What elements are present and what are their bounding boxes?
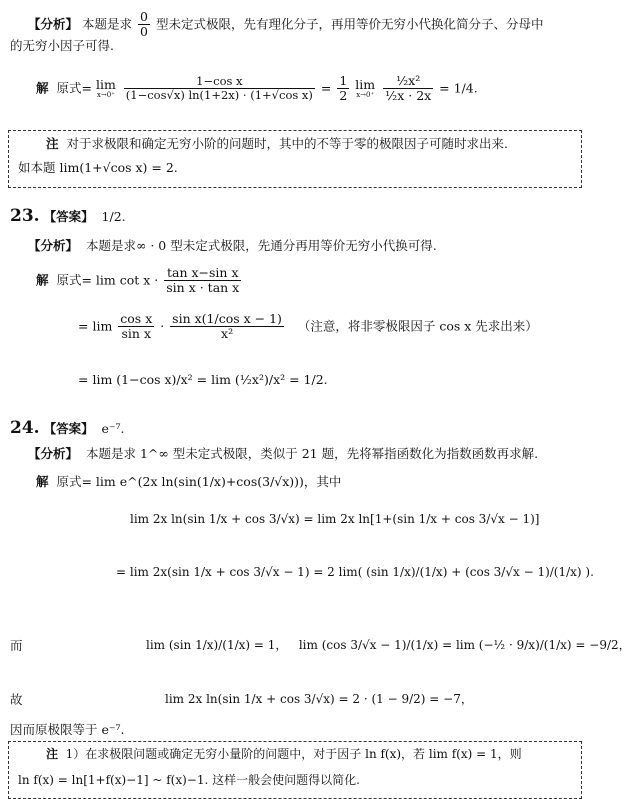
q23-answer: 23. 【答案】 1/2. bbox=[10, 206, 126, 226]
analysis-tag: 【分析】 bbox=[28, 16, 79, 32]
q23-answer-value: 1/2. bbox=[101, 209, 126, 224]
result: 1/4. bbox=[453, 80, 478, 96]
lim-operator-2: lim x→0⁺ bbox=[355, 77, 376, 99]
q23-note: （注意，将非零极限因子 cos x 先求出来） bbox=[297, 318, 538, 334]
q23-frac-3: $\frac{\text{sin x(1/cos x − 1)}}{\text{x²}}$ bbox=[172, 311, 282, 342]
note2-line-2: ln f(x) = ln[1+f(x)−1] ~ f(x)−1. 这样一般会使问题得以简化. bbox=[18, 773, 360, 787]
q24-er: 而 bbox=[10, 638, 23, 653]
q23-frac-2: $\frac{\text{cos x}}{\text{sin x}}$ bbox=[120, 311, 153, 342]
q24-solution-3: = lim 2x(sin 1/x + cos 3/√x − 1) = 2 lim( (sin 1/x)/(1/x) + (cos 3/√x − 1)/(1/x) ). bbox=[116, 565, 594, 579]
zero-over-zero: $\frac{0}{0}$ bbox=[140, 9, 148, 40]
fraction-main: $\frac{\text{1−cos x}}{\text{(1−cos√x) ln(1+2x) · (1+√cos x)}}$ bbox=[125, 74, 313, 103]
q24-solution-4: lim (sin 1/x)/(1/x) = 1， lim (cos 3/√x − 1)/(1/x) = lim (−½ · 9/x)/(1/x) = −9/2， bbox=[146, 638, 631, 652]
analysis-paragraph-1 bbox=[28, 10, 543, 40]
q23-analysis: 【分析】 本题是求∞ · 0 型未定式极限，先通分再用等价无穷小代换可得. bbox=[28, 238, 437, 253]
q23-number: 23. bbox=[10, 206, 40, 226]
q24-number: 24. bbox=[10, 418, 40, 438]
q24-solution-5: lim 2x ln(sin 1/x + cos 3/√x) = 2 · (1 − 9/2) = −7， bbox=[165, 692, 473, 706]
q23-frac-1: $\frac{\text{tan x−sin x}}{\text{sin x · tan x}}$ bbox=[166, 265, 240, 296]
fraction-equiv: $\frac{\text{½x²}}{\text{½x · 2x}}$ bbox=[385, 73, 432, 104]
q24-solution-2: lim 2x ln(sin 1/x + cos 3/√x) = lim 2x ln[1+(sin 1/x + cos 3/√x − 1)] bbox=[130, 512, 540, 526]
analysis-text-c: 的无穷小因子可得. bbox=[10, 38, 114, 53]
fraction-half: $\frac{1}{2}$ bbox=[339, 73, 348, 104]
note1-line-2: 如本题 lim(1+√cos x) = 2. bbox=[18, 160, 178, 175]
q24-answer-value: e⁻⁷. bbox=[101, 421, 125, 436]
q24-conclusion: 因而原极限等于 e⁻⁷. bbox=[10, 722, 125, 737]
note2-line-1: 注 1）在求极限问题或确定无穷小量阶的问题中，对于因子 ln f(x)，若 lim f(x) = 1，则 bbox=[46, 747, 522, 761]
q23-solution-1: 解 原式= lim cot x · $\frac{\text{tan x−sin x}}{\text{sin x · tan x}}$ bbox=[36, 265, 240, 296]
q24-gu: 故 bbox=[10, 692, 23, 707]
q23-solution-2: = lim $\frac{\text{cos x}}{\text{sin x}}$ · $\frac{\text{sin x(1/cos x − 1)}}{\text{x²}}$ （注意，将非零极限因子 cos x 先求出来） bbox=[78, 311, 538, 342]
q23-solution-3: = lim (1−cos x)/x² = lim (½x²)/x² = 1/2. bbox=[78, 372, 328, 387]
q24-solution-1: 解 原式= lim e^(2x ln(sin(1/x)+cos(3/√x)))，其中 bbox=[36, 474, 342, 489]
note1-line-1: 注 对于求极限和确定无穷小阶的问题时，其中的不等于零的极限因子可随时求出来. bbox=[46, 136, 508, 151]
q24-analysis: 【分析】 本题是求 1^∞ 型未定式极限，类似于 21 题，先将幂指函数化为指数函数再求解. bbox=[28, 446, 539, 461]
solution-line-1: 解 原式= lim x→0⁺ $\frac{\text{1−cos x}}{\text{(1−cos√x) ln(1+2x) · (1+√cos x)}}$ = $\frac{1}{2}$ lim x→0⁺ $\frac{\text{½x²}}{\text{½x · 2x}}$ = 1/4. bbox=[36, 73, 478, 104]
analysis-text-b: 型未定式极限，先有理化分子，再用等价无穷小代换化简分子、分母中 bbox=[155, 16, 544, 32]
lim-operator: lim x→0⁺ bbox=[95, 77, 116, 99]
analysis-text-a: 本题是求 bbox=[82, 16, 133, 32]
q24-answer: 24. 【答案】 e⁻⁷. bbox=[10, 418, 125, 438]
